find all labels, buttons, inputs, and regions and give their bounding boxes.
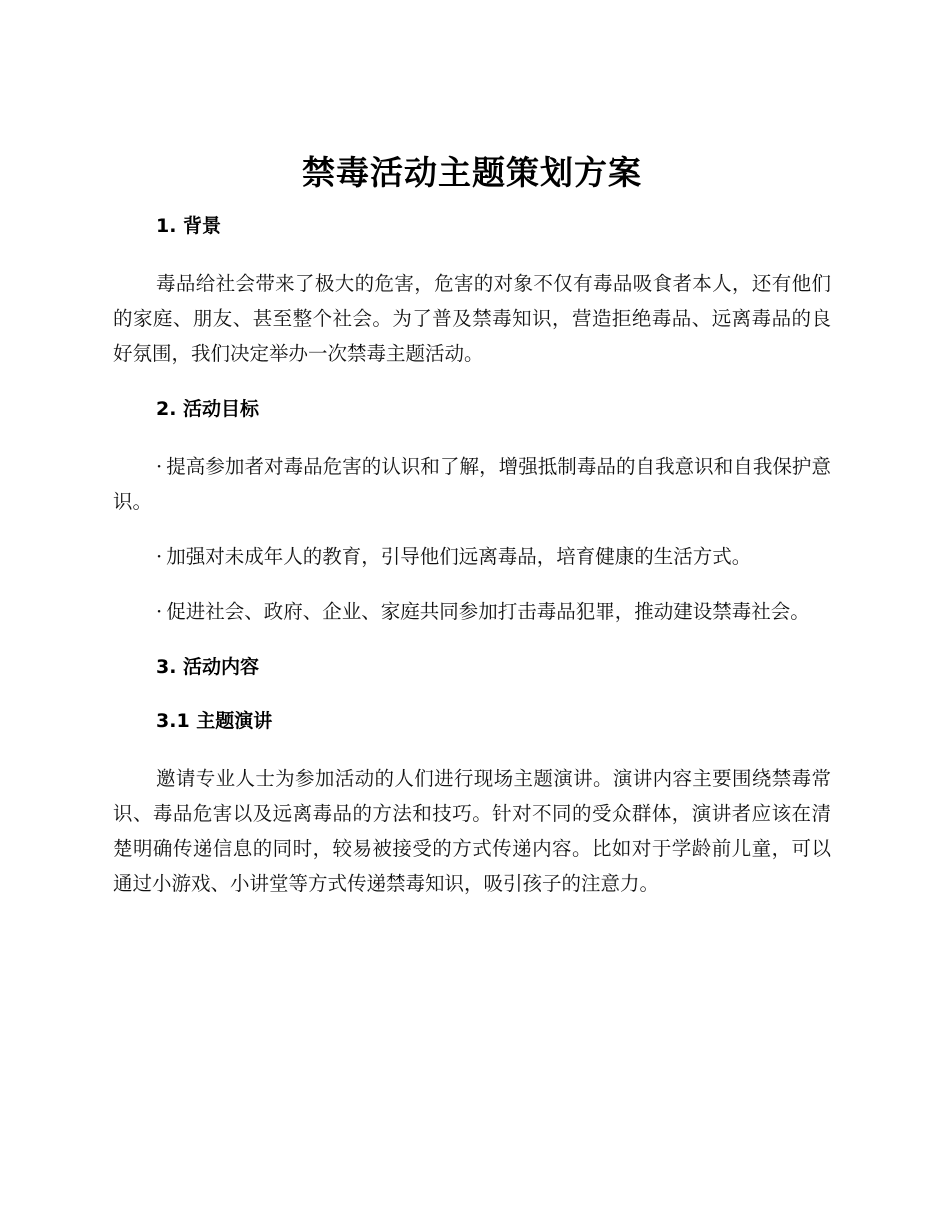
- goal-item: [113, 539, 831, 574]
- bullet-dot: ·: [156, 455, 163, 478]
- section-heading-content: 3. 活动内容: [156, 656, 260, 678]
- goal-item-text: 提高参加者对毒品危害的认识和了解，增强抵制毒品的自我意识和自我保护意识。: [113, 455, 831, 513]
- section-heading-goals: 2. 活动目标: [156, 398, 260, 420]
- document-title: 禁毒活动主题策划方案: [302, 153, 642, 192]
- subsection-heading-speech: 3.1 主题演讲: [156, 710, 273, 732]
- background-paragraph: 毒品给社会带来了极大的危害，危害的对象不仅有毒品吸食者本人，还有他们的家庭、朋友、甚至整个社会。为了普及禁毒知识，营造拒绝毒品、远离毒品的良好氛围，我们决定举办一次禁毒主题活动。: [113, 272, 831, 365]
- bullet-dot: ·: [156, 600, 163, 623]
- goal-item: [113, 449, 831, 519]
- document-body: [113, 148, 831, 921]
- goal-item: [113, 594, 831, 629]
- goal-item-text: 促进社会、政府、企业、家庭共同参加打击毒品犯罪，推动建设禁毒社会。: [166, 600, 810, 623]
- goal-item-text: 加强对未成年人的教育，引导他们远离毒品，培育健康的生活方式。: [166, 545, 752, 568]
- section-heading-background: 1. 背景: [156, 215, 222, 237]
- speech-paragraph: 邀请专业人士为参加活动的人们进行现场主题演讲。演讲内容主要围绕禁毒常识、毒品危害以及远离毒品的方法和技巧。针对不同的受众群体，演讲者应该在清楚明确传递信息的同时，较易被接受的方式传递内容。比如对于学龄前儿童，可以通过小游戏、小讲堂等方式传递禁毒知识，吸引孩子的注意力。: [113, 767, 831, 895]
- bullet-dot: ·: [156, 545, 163, 568]
